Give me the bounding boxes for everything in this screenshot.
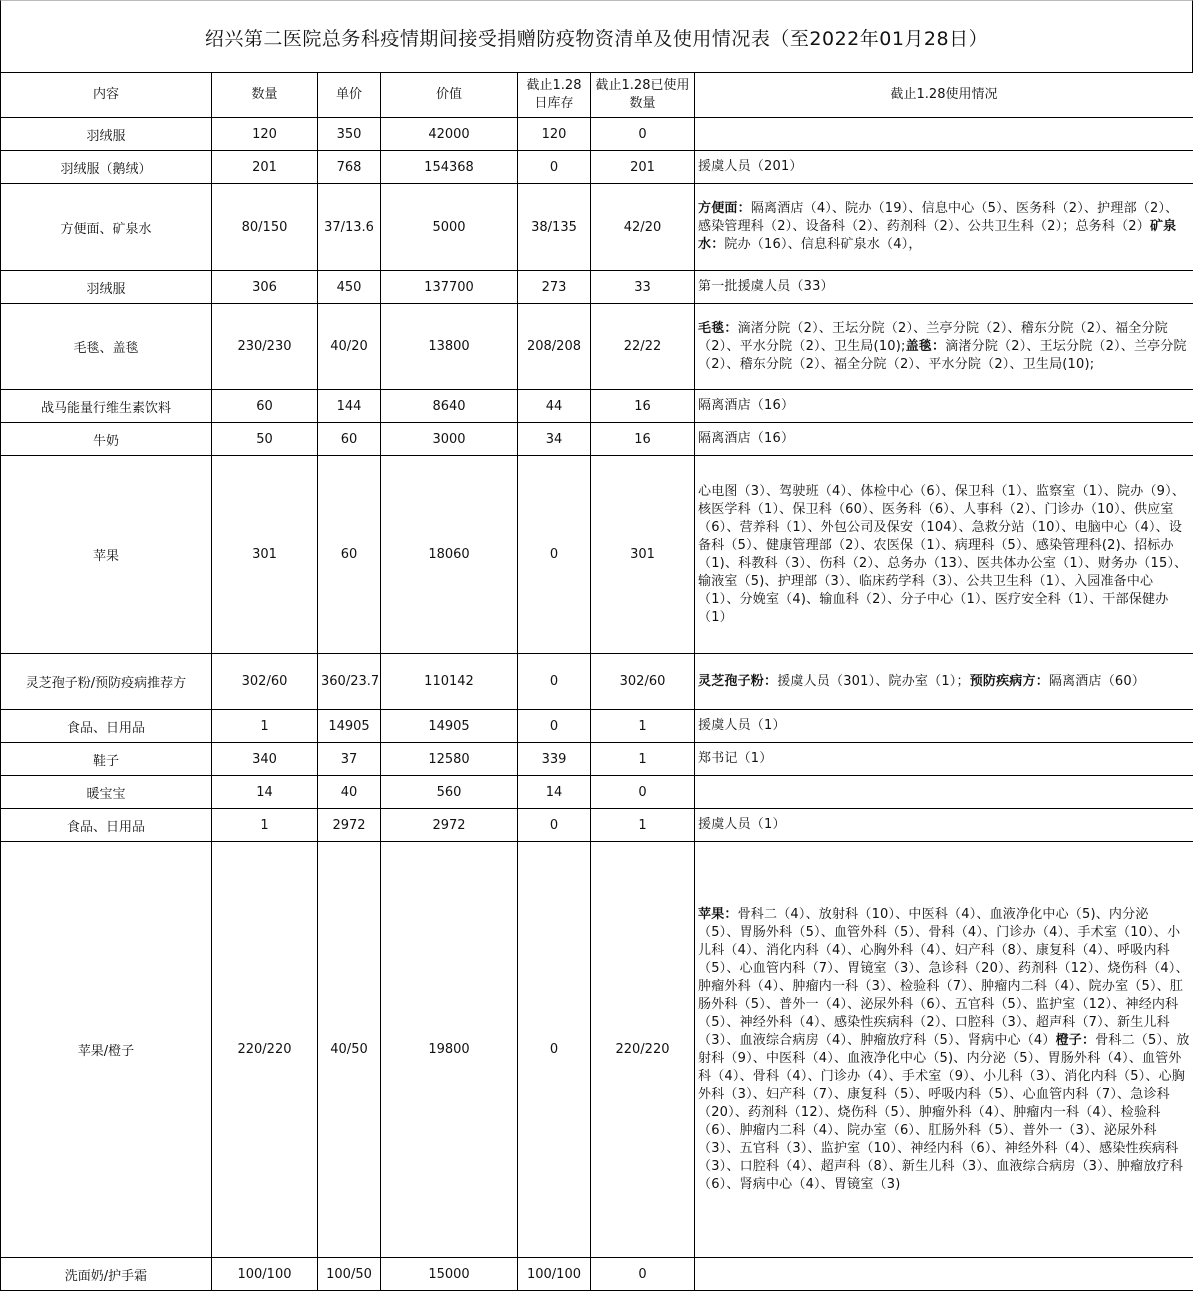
usage-text: 隔离酒店（4）、院办（19）、信息中心（5）、医务科（2）、护理部（2）、感染管理科（2）、设备科（2）、药剂科（2）、公共卫生科（2）；总务科（2）	[698, 201, 1179, 234]
table-row	[1, 710, 1193, 743]
qty-cell: 1	[212, 710, 318, 743]
stock-cell: 14	[518, 776, 591, 809]
price-cell: 768	[318, 151, 381, 184]
usage-label: 毛毯：	[698, 320, 738, 336]
item-cell: 羽绒服	[1, 271, 212, 304]
price-cell: 37/13.6	[318, 184, 381, 271]
usage-text: 第一批援虞人员（33）	[698, 279, 834, 294]
used-cell: 16	[591, 390, 695, 423]
header-item: 内容	[1, 73, 212, 118]
used-cell: 0	[591, 776, 695, 809]
value-cell: 2972	[381, 809, 518, 842]
value-cell: 19800	[381, 842, 518, 1258]
stock-cell: 0	[518, 456, 591, 654]
table-row	[1, 271, 1193, 304]
used-cell: 301	[591, 456, 695, 654]
usage-cell	[695, 809, 1193, 842]
usage-cell	[695, 304, 1193, 390]
table-row	[1, 456, 1193, 654]
price-cell: 144	[318, 390, 381, 423]
usage-cell	[695, 743, 1193, 776]
usage-cell	[695, 118, 1193, 151]
item-cell: 羽绒服（鹅绒）	[1, 151, 212, 184]
stock-cell: 34	[518, 423, 591, 456]
value-cell: 18060	[381, 456, 518, 654]
usage-cell	[695, 184, 1193, 271]
usage-cell	[695, 776, 1193, 809]
table-row	[1, 842, 1193, 1258]
table-row	[1, 390, 1193, 423]
qty-cell: 50	[212, 423, 318, 456]
qty-cell: 1	[212, 809, 318, 842]
used-cell: 1	[591, 710, 695, 743]
item-cell: 毛毯、盖毯	[1, 304, 212, 390]
stock-cell: 120	[518, 118, 591, 151]
header-row	[1, 73, 1193, 118]
usage-text: 骨科二（5）、放射科（9）、中医科（4）、血液净化中心（5)、内分泌（5）、胃肠外科（4）、血管外科（4）、骨科（4）、门诊办（4）、手术室（9）、小儿科（3）、消化内科（5）、心胸外科（3）、妇产科（7）、康复科（5）、呼吸内科（5）、心血管内科（7）、急诊科（20）、药剂科（12）、烧伤科（5）、肿瘤外科（4）、肿瘤内一科（4）、检验科（6）、肿瘤内二科（4）、院办室（6）、肛肠外科（5）、普外一（3）、泌尿外科（3）、五官科（3）、监护室（10）、神经内科（6）、神经外科（4）、感染性疾病科（3）、口腔科（4）、超声科（8）、新生儿科（3）、血液综合病房（3）、肿瘤放疗科（6）、肾病中心（4）、胃镜室（3)	[698, 1032, 1190, 1192]
price-cell: 14905	[318, 710, 381, 743]
usage-text: 滴渚分院（2）、王坛分院（2）、兰亭分院（2）、稽东分院（2）、福全分院（2）、平水分院（2）、卫生局(10);	[698, 320, 1168, 354]
price-cell: 360/23.7	[318, 654, 381, 710]
usage-cell	[695, 1258, 1193, 1291]
table-row	[1, 776, 1193, 809]
header-stock: 截止1.28日库存	[518, 73, 591, 118]
stock-cell: 273	[518, 271, 591, 304]
item-cell: 暖宝宝	[1, 776, 212, 809]
item-cell: 食品、日用品	[1, 809, 212, 842]
usage-cell	[695, 151, 1193, 184]
stock-cell: 339	[518, 743, 591, 776]
header-value: 价值	[381, 73, 518, 118]
usage-text: 援虞人员（301）、院办室（1）；	[777, 673, 970, 689]
qty-cell: 230/230	[212, 304, 318, 390]
item-cell: 羽绒服	[1, 118, 212, 151]
value-cell: 14905	[381, 710, 518, 743]
value-cell: 12580	[381, 743, 518, 776]
table-row	[1, 809, 1193, 842]
item-cell: 牛奶	[1, 423, 212, 456]
price-cell: 450	[318, 271, 381, 304]
used-cell: 0	[591, 1258, 695, 1291]
header-used: 截止1.28已使用数量	[591, 73, 695, 118]
usage-text: 骨科二（4）、放射科（10）、中医科（4）、血液净化中心（5)、内分泌（5）、胃肠外科（5）、血管外科（5）、骨科（4）、门诊办（4）、手术室（10）、小儿科（4）、消化内科（4）、心胸外科（4）、妇产科（8）、康复科（4）、呼吸内科（5）、心血管内科（7）、胃镜室（3）、急诊科（20）、药剂科（12）、烧伤科（4）、肿瘤外科（4）、肿瘤内一科（3）、检验科（7）、肿瘤内二科（4）、院办室（5）、肛肠外科（5）、普外一（4）、泌尿外科（6）、五官科（5）、监护室（12）、神经内科（5）、神经外科（4）、感染性疾病科（2）、口腔科（3）、超声科（7）、新生儿科（3）、血液综合病房（4）、肿瘤放疗科（5）、肾病中心（4）	[698, 906, 1189, 1048]
qty-cell: 100/100	[212, 1258, 318, 1291]
header-price: 单价	[318, 73, 381, 118]
stock-cell: 44	[518, 390, 591, 423]
price-cell: 40	[318, 776, 381, 809]
table-row	[1, 654, 1193, 710]
table-row	[1, 743, 1193, 776]
usage-text: 隔离酒店（16）	[698, 398, 795, 413]
usage-text: 心电图（3）、驾驶班（4）、体检中心（6）、保卫科（1）、监察室（1）、院办（9）、核医学科（1）、保卫科（60）、医务科（6）、人事科（2）、门诊办（10）、供应室（6）、营养科（1）、外包公司及保安（104）、急救分站（10）、电脑中心（4）、设备科（5）、健康管理部（2）、农医保（1）、病理科（5）、感染管理科(2)、招标办（1)、科教科（3）、伤科（2）、总务办（13）、医共体办公室（1）、财务办（15）、输液室（5)、护理部（3）、临床药学科（3）、公共卫生科（1）、入园准备中心（1）、分娩室（4)、输血科（2）、分子中心（1）、医疗安全科（1）、干部保健办（1）	[698, 483, 1188, 625]
value-cell: 3000	[381, 423, 518, 456]
usage-text: 院办（16）、信息科矿泉水（4），	[724, 237, 922, 252]
table-row	[1, 118, 1193, 151]
usage-cell	[695, 456, 1193, 654]
qty-cell: 220/220	[212, 842, 318, 1258]
qty-cell: 301	[212, 456, 318, 654]
stock-cell: 0	[518, 809, 591, 842]
item-cell: 战马能量行维生素饮料	[1, 390, 212, 423]
usage-text: 隔离酒店（16）	[698, 431, 795, 446]
price-cell: 60	[318, 423, 381, 456]
usage-text: 隔离酒店（60）	[1048, 673, 1146, 689]
value-cell: 8640	[381, 390, 518, 423]
qty-cell: 340	[212, 743, 318, 776]
usage-cell	[695, 390, 1193, 423]
value-cell: 137700	[381, 271, 518, 304]
table-row	[1, 1258, 1193, 1291]
table-row	[1, 304, 1193, 390]
usage-text: 援虞人员（1）	[698, 817, 786, 832]
value-cell: 110142	[381, 654, 518, 710]
usage-label: 盖毯：	[905, 338, 946, 354]
qty-cell: 201	[212, 151, 318, 184]
item-cell: 灵芝孢子粉/预防疫病推荐方	[1, 654, 212, 710]
usage-label: 灵芝孢子粉：	[698, 673, 778, 689]
used-cell: 33	[591, 271, 695, 304]
sheet-title: 绍兴第二医院总务科疫情期间接受捐赠防疫物资清单及使用情况表（至2022年01月28日）	[0, 0, 1193, 72]
usage-label: 橙子：	[1055, 1032, 1096, 1048]
header-usage: 截止1.28使用情况	[695, 73, 1193, 118]
value-cell: 5000	[381, 184, 518, 271]
value-cell: 154368	[381, 151, 518, 184]
qty-cell: 120	[212, 118, 318, 151]
used-cell: 1	[591, 743, 695, 776]
usage-label: 预防疾病方：	[969, 673, 1049, 689]
value-cell: 15000	[381, 1258, 518, 1291]
value-cell: 560	[381, 776, 518, 809]
usage-label: 矿泉水：	[698, 219, 1177, 252]
item-cell: 鞋子	[1, 743, 212, 776]
stock-cell: 100/100	[518, 1258, 591, 1291]
price-cell: 37	[318, 743, 381, 776]
item-cell: 苹果	[1, 456, 212, 654]
qty-cell: 80/150	[212, 184, 318, 271]
usage-cell	[695, 271, 1193, 304]
used-cell: 0	[591, 118, 695, 151]
stock-cell: 0	[518, 842, 591, 1258]
usage-label: 苹果：	[698, 906, 738, 922]
donation-table	[0, 72, 1193, 1291]
stock-cell: 208/208	[518, 304, 591, 390]
table-row	[1, 184, 1193, 271]
item-cell: 食品、日用品	[1, 710, 212, 743]
stock-cell: 0	[518, 151, 591, 184]
item-cell: 洗面奶/护手霜	[1, 1258, 212, 1291]
price-cell: 2972	[318, 809, 381, 842]
usage-text: 援虞人员（1）	[698, 718, 786, 733]
usage-cell	[695, 710, 1193, 743]
stock-cell: 0	[518, 654, 591, 710]
used-cell: 22/22	[591, 304, 695, 390]
usage-label: 方便面：	[698, 201, 751, 216]
price-cell: 40/20	[318, 304, 381, 390]
usage-cell	[695, 842, 1193, 1258]
usage-text: 滴渚分院（2）、王坛分院（2）、兰亭分院（2）、稽东分院（2）、福全分院（2）、平水分院（2）、卫生局(10);	[698, 338, 1187, 372]
table-row	[1, 151, 1193, 184]
used-cell: 201	[591, 151, 695, 184]
qty-cell: 302/60	[212, 654, 318, 710]
value-cell: 13800	[381, 304, 518, 390]
usage-cell	[695, 423, 1193, 456]
qty-cell: 14	[212, 776, 318, 809]
header-qty: 数量	[212, 73, 318, 118]
qty-cell: 60	[212, 390, 318, 423]
usage-cell	[695, 654, 1193, 710]
value-cell: 42000	[381, 118, 518, 151]
stock-cell: 0	[518, 710, 591, 743]
item-cell: 苹果/橙子	[1, 842, 212, 1258]
used-cell: 1	[591, 809, 695, 842]
stock-cell: 38/135	[518, 184, 591, 271]
used-cell: 220/220	[591, 842, 695, 1258]
qty-cell: 306	[212, 271, 318, 304]
usage-text: 郑书记（1）	[698, 751, 773, 766]
price-cell: 100/50	[318, 1258, 381, 1291]
item-cell: 方便面、矿泉水	[1, 184, 212, 271]
price-cell: 60	[318, 456, 381, 654]
table-row	[1, 423, 1193, 456]
used-cell: 302/60	[591, 654, 695, 710]
price-cell: 40/50	[318, 842, 381, 1258]
usage-text: 援虞人员（201）	[698, 159, 803, 174]
used-cell: 42/20	[591, 184, 695, 271]
used-cell: 16	[591, 423, 695, 456]
price-cell: 350	[318, 118, 381, 151]
